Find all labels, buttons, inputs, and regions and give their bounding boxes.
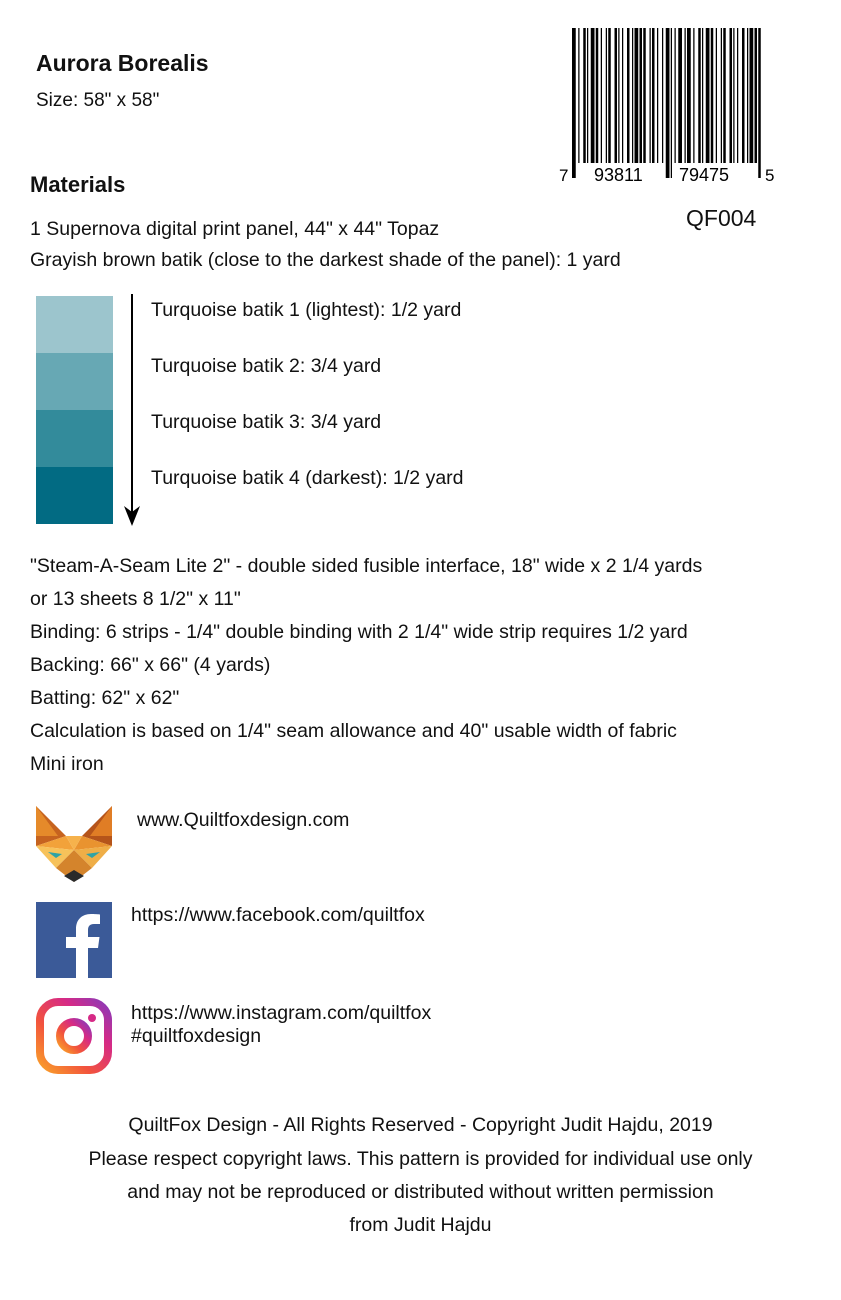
barcode-bar: [737, 28, 738, 163]
barcode-digit-right: 5: [765, 166, 775, 185]
barcode-digits-group2: 79475: [679, 165, 730, 185]
footer-notice-2: and may not be reproduced or distributed without written permission: [127, 1181, 714, 1203]
barcode-bar: [632, 28, 633, 163]
footer-copyright: QuiltFox Design - All Rights Reserved - Copyright Judit Hajdu, 2019: [128, 1114, 713, 1136]
material-backing: Backing: 66" x 66" (4 yards): [30, 654, 271, 676]
turquoise-4-label: Turquoise batik 4 (darkest): 1/2 yard: [151, 467, 464, 489]
barcode-bar: [687, 28, 691, 163]
barcode-bar: [747, 28, 748, 163]
arrow-down-icon: [120, 294, 144, 528]
material-batting: Batting: 62" x 62": [30, 687, 180, 709]
barcode-bar: [716, 28, 717, 163]
barcode-bar: [698, 28, 701, 163]
material-grayish-batik: Grayish brown batik (close to the darkest shade of the panel): 1 yard: [30, 249, 621, 271]
barcode-bar: [723, 28, 726, 163]
facebook-icon[interactable]: [36, 902, 112, 978]
fox-logo-icon: [36, 806, 112, 882]
barcode-bar: [635, 28, 639, 163]
website-link[interactable]: www.Quiltfoxdesign.com: [137, 809, 350, 831]
barcode-bar: [662, 28, 663, 163]
quilt-size: Size: 58" x 58": [36, 90, 160, 111]
product-code: QF004: [686, 205, 757, 231]
barcode-bar: [721, 28, 722, 163]
barcode-bar: [693, 28, 694, 163]
barcode-bar: [675, 28, 676, 163]
barcode-bar: [650, 28, 651, 163]
barcode-bar: [671, 28, 672, 178]
swatch-turquoise-2: [36, 353, 113, 410]
barcode-digit-left: 7: [559, 166, 569, 185]
instagram-hashtag[interactable]: #quiltfoxdesign: [131, 1025, 262, 1047]
barcode-bar: [618, 28, 619, 163]
materials-heading: Materials: [30, 172, 126, 197]
instagram-link[interactable]: https://www.instagram.com/quiltfox: [131, 1002, 432, 1024]
barcode-bar: [578, 28, 579, 163]
barcode-bar: [678, 28, 682, 163]
barcode-bar: [601, 28, 602, 163]
turquoise-3-label: Turquoise batik 3: 3/4 yard: [151, 411, 382, 433]
barcode-bar: [643, 28, 646, 163]
swatch-turquoise-1: [36, 296, 113, 353]
barcode-bar: [755, 28, 758, 163]
barcode-bar: [685, 28, 686, 163]
barcode-bar: [711, 28, 714, 163]
barcode-bar: [702, 28, 703, 163]
barcode-bar: [666, 28, 670, 178]
barcode-bar: [583, 28, 586, 163]
barcode-bar: [640, 28, 643, 163]
barcode-digits-group1: 93811: [594, 165, 643, 185]
turquoise-swatches: [36, 296, 113, 524]
barcode-bar: [606, 28, 607, 163]
instagram-icon[interactable]: [36, 998, 112, 1074]
pattern-title: Aurora Borealis: [36, 50, 209, 76]
barcode-bar: [608, 28, 611, 163]
swatch-turquoise-4: [36, 467, 113, 524]
barcode-bar: [750, 28, 754, 163]
barcode-bar: [758, 28, 761, 178]
barcode: [559, 28, 775, 188]
barcode-bar: [591, 28, 595, 163]
barcode-bar: [596, 28, 599, 163]
facebook-link[interactable]: https://www.facebook.com/quiltfox: [131, 904, 425, 926]
barcode-bar: [627, 28, 630, 163]
barcode-bar: [733, 28, 734, 163]
material-panel: 1 Supernova digital print panel, 44" x 44" Topaz: [30, 218, 440, 240]
barcode-bar: [706, 28, 710, 163]
barcode-bar: [615, 28, 618, 163]
barcode-bar: [572, 28, 576, 178]
turquoise-2-label: Turquoise batik 2: 3/4 yard: [151, 355, 382, 377]
barcode-bar: [652, 28, 655, 163]
turquoise-1-label: Turquoise batik 1 (lightest): 1/2 yard: [151, 299, 462, 321]
footer-notice-1: Please respect copyright laws. This pattern is provided for individual use only: [88, 1148, 753, 1170]
material-binding: Binding: 6 strips - 1/4" double binding with 2 1/4" wide strip requires 1/2 yard: [30, 621, 688, 643]
material-fusible-sheets: or 13 sheets 8 1/2" x 11": [30, 588, 241, 610]
barcode-bar: [730, 28, 733, 163]
material-fusible: "Steam-A-Seam Lite 2" - double sided fusible interface, 18" wide x 2 1/4 yards: [30, 555, 703, 577]
barcode-bar: [657, 28, 658, 163]
calculation-note: Calculation is based on 1/4" seam allowance and 40" usable width of fabric: [30, 720, 677, 742]
footer-notice-3: from Judit Hajdu: [349, 1214, 492, 1236]
barcode-bar: [742, 28, 745, 163]
swatch-turquoise-3: [36, 410, 113, 467]
barcode-bar: [622, 28, 623, 163]
barcode-bar: [587, 28, 588, 163]
material-mini-iron: Mini iron: [30, 753, 104, 775]
